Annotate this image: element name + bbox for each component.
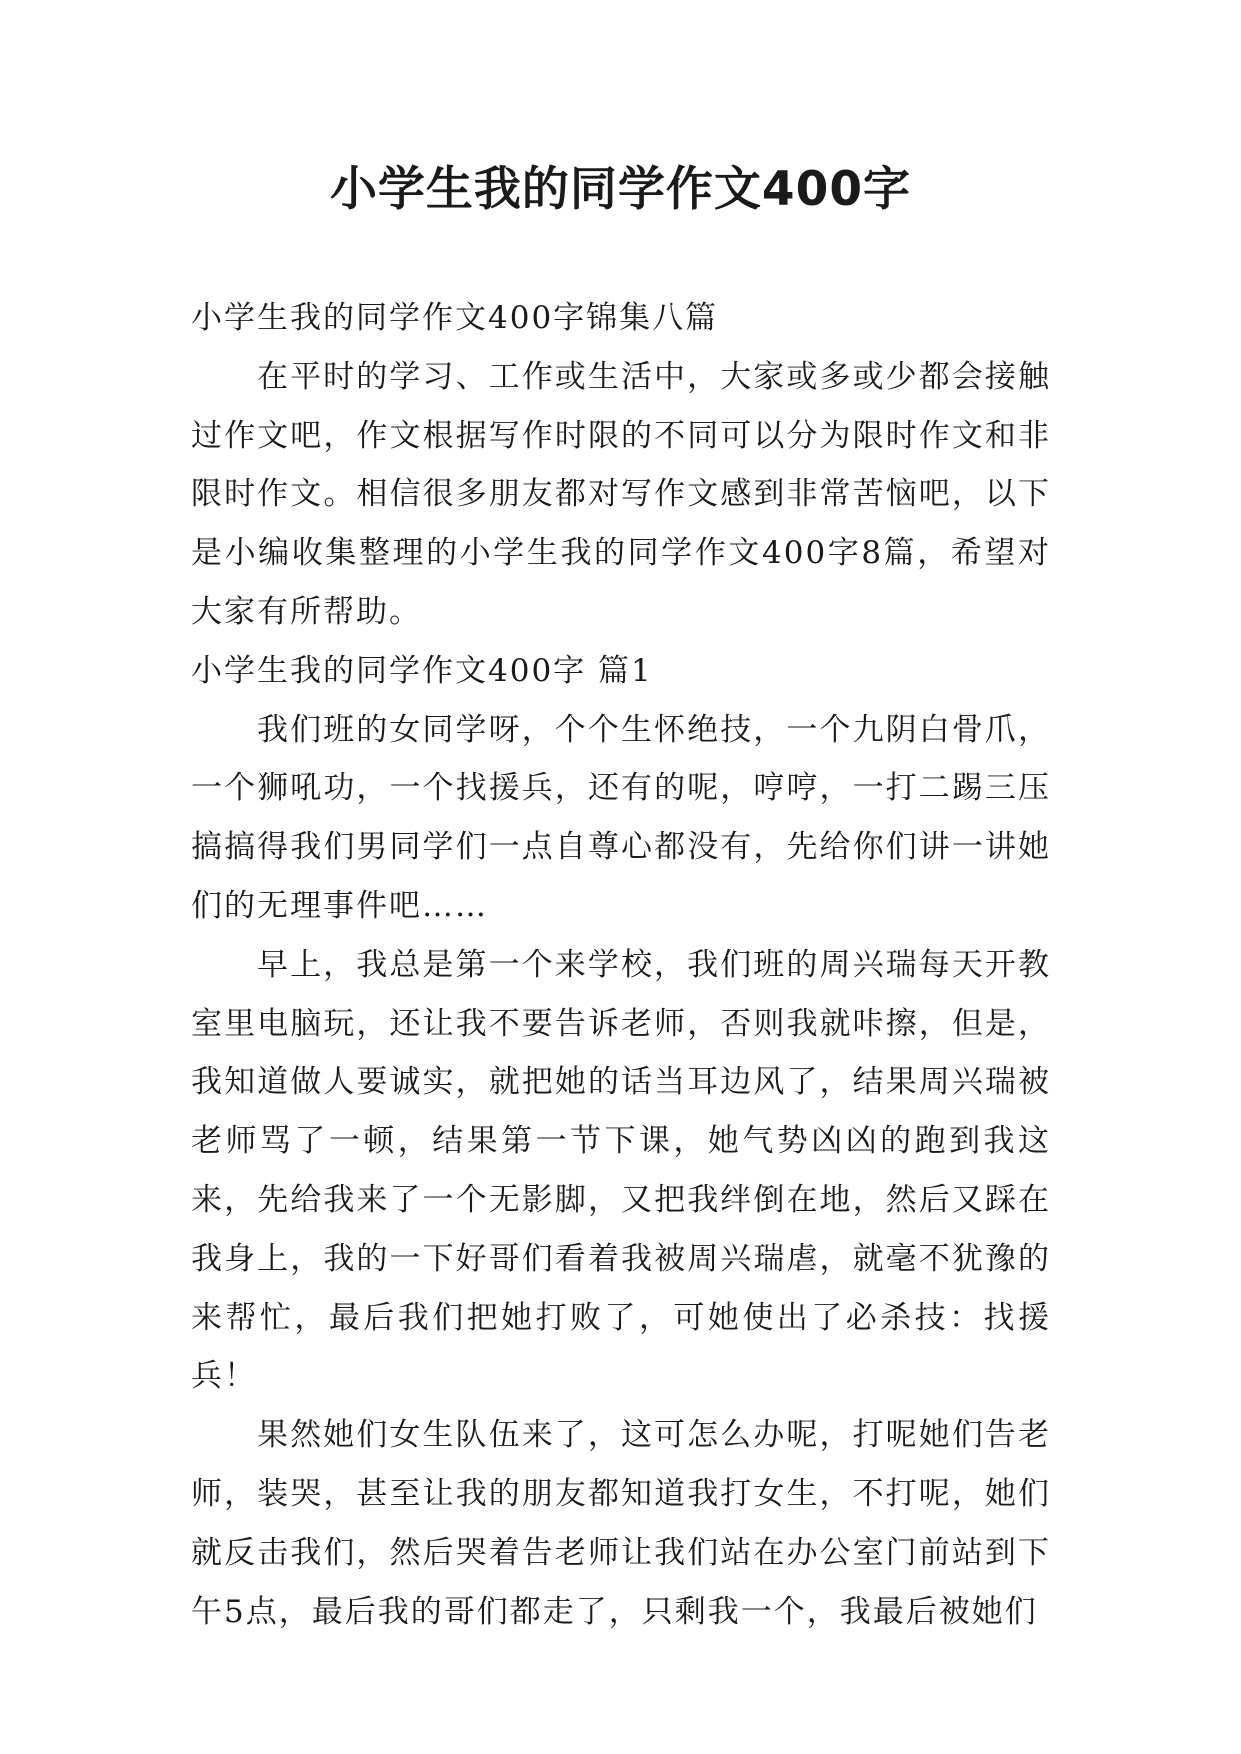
section-heading: 小学生我的同学作文400字 篇1: [191, 652, 653, 689]
essay-paragraph-1: 我们班的女同学呀，个个生怀绝技，一个九阴白骨爪，一个狮吼功，一个找援兵，还有的呢，哼哼，一打二踢三压搞搞得我们男同学们一点自尊心都没有，先给你们讲一讲她们的无理事件吧……: [191, 711, 1051, 924]
essay-paragraph-2: 早上，我总是第一个来学校，我们班的周兴瑞每天开教室里电脑玩，还让我不要告诉老师，否则我就咔擦，但是，我知道做人要诚实，就把她的话当耳边风了，结果周兴瑞被老师骂了一顿，结果第一节下课，她气势凶凶的跑到我这来，先给我来了一个无影脚，又把我绊倒在地，然后又踩在我身上，我的一下好哥们看着我被周兴瑞虐，就毫不犹豫的来帮忙，最后我们把她打败了，可她使出了必杀技：找援兵！: [191, 946, 1051, 1395]
essay-paragraph-3: 果然她们女生队伍来了，这可怎么办呢，打呢她们告老师，装哭，甚至让我的朋友都知道我打女生，不打呢，她们就反击我们，然后哭着告老师让我们站在办公室门前站到下午5点，最后我的哥们都走了，只剩我一个，我最后被她们: [191, 1417, 1051, 1630]
document-body: [191, 289, 1051, 1641]
document-title: 小学生我的同学作文400字: [329, 162, 912, 217]
collection-heading: 小学生我的同学作文400字锦集八篇: [191, 300, 719, 336]
intro-paragraph: 在平时的学习、工作或生活中，大家或多或少都会接触过作文吧，作文根据写作时限的不同可以分为限时作文和非限时作文。相信很多朋友都对写作文感到非常苦恼吧，以下是小编收集整理的小学生我的同学作文400字8篇，希望对大家有所帮助。: [191, 358, 1051, 630]
